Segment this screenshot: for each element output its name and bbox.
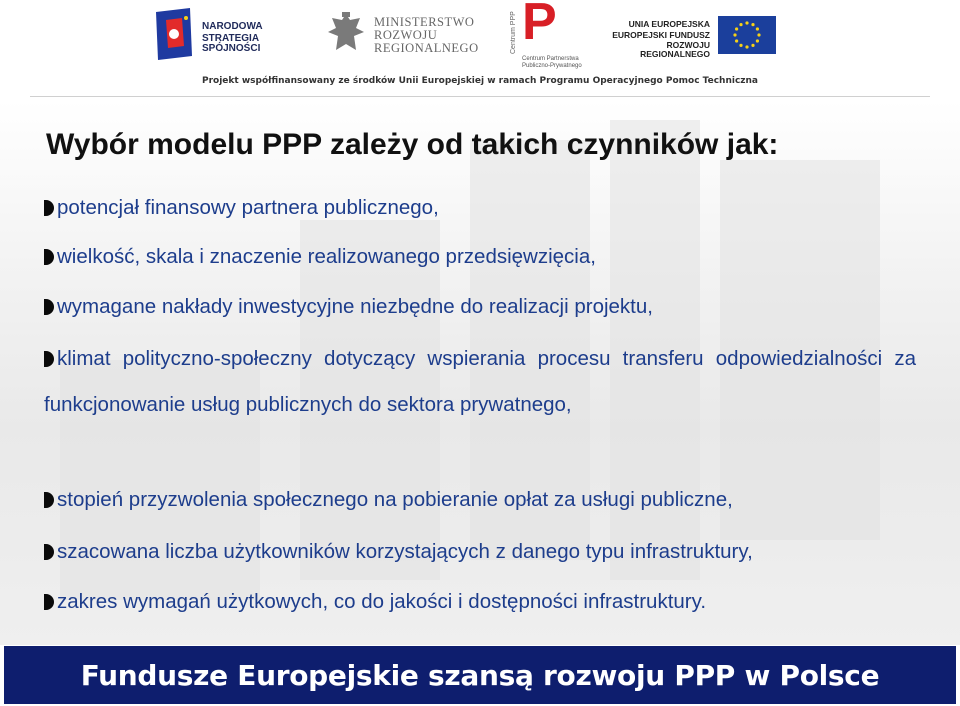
bullet-marker-icon bbox=[44, 200, 54, 216]
bullet-marker-icon bbox=[44, 299, 54, 315]
polish-eagle-icon bbox=[326, 10, 366, 58]
list-item: zakres wymagań użytkowych, co do jakości i dostępności infrastruktury. bbox=[44, 590, 706, 614]
nss-emblem-icon bbox=[152, 6, 196, 62]
eu-logo bbox=[610, 16, 780, 59]
ministry-line2: ROZWOJU bbox=[374, 28, 438, 43]
footer-banner bbox=[4, 646, 956, 704]
cpp-vertical-label: Centrum PPP bbox=[510, 11, 517, 54]
bullet-marker-icon bbox=[44, 249, 54, 265]
cpp-letter: P bbox=[522, 0, 557, 51]
cpp-line2: Publiczno-Prywatnego bbox=[522, 62, 582, 69]
list-item: potencjał finansowy partnera publicznego, bbox=[44, 196, 439, 220]
cpp-line1: Centrum Partnerstwa bbox=[522, 56, 579, 62]
cpp-mark bbox=[522, 2, 566, 52]
ministry-line1: MINISTERSTWO bbox=[374, 15, 475, 29]
ministry-line3: REGIONALNEGO bbox=[374, 41, 479, 56]
list-item: stopień przyzwolenia społecznego na pobieranie opłat za usługi publiczne, bbox=[44, 488, 733, 512]
eu-flag-icon bbox=[718, 16, 776, 54]
header-logos bbox=[0, 0, 960, 100]
eu-line1: UNIA EUROPEJSKA bbox=[628, 19, 710, 29]
nss-line1: NARODOWA bbox=[202, 21, 263, 32]
bullet-marker-icon bbox=[44, 492, 54, 508]
page-title: Wybór modelu PPP zależy od takich czynników jak: bbox=[46, 128, 779, 161]
ministry-logo bbox=[326, 10, 479, 60]
header-divider bbox=[30, 96, 930, 97]
eu-line3: ROZWOJU REGIONALNEGO bbox=[640, 40, 710, 59]
nss-line2: STRATEGIA SPÓJNOŚCI bbox=[202, 33, 261, 54]
list-item: klimat polityczno-społeczny dotyczący wspierania procesu transferu odpowiedzialności za funkcjonowanie usług publicznych do sektora prywatnego, bbox=[44, 347, 916, 416]
bullet-marker-icon bbox=[44, 351, 54, 367]
nss-logo bbox=[152, 6, 302, 62]
list-item: wielkość, skala i znaczenie realizowanego przedsięwzięcia, bbox=[44, 245, 596, 269]
list-item: wymagane nakłady inwestycyjne niezbędne do realizacji projektu, bbox=[44, 295, 653, 319]
list-item: szacowana liczba użytkowników korzystających z danego typu infrastruktury, bbox=[44, 540, 753, 564]
footer-slogan: Fundusze Europejskie szansą rozwoju PPP w Polsce bbox=[80, 659, 880, 692]
cpp-logo bbox=[508, 0, 582, 74]
bullet-marker-icon bbox=[44, 544, 54, 560]
funding-tagline: Projekt współfinansowany ze środków Unii Europejskiej w ramach Programu Operacyjnego Pomoc Techniczna bbox=[202, 76, 758, 86]
eu-line2: EUROPEJSKI FUNDUSZ bbox=[612, 29, 710, 40]
bullet-marker-icon bbox=[44, 594, 54, 610]
